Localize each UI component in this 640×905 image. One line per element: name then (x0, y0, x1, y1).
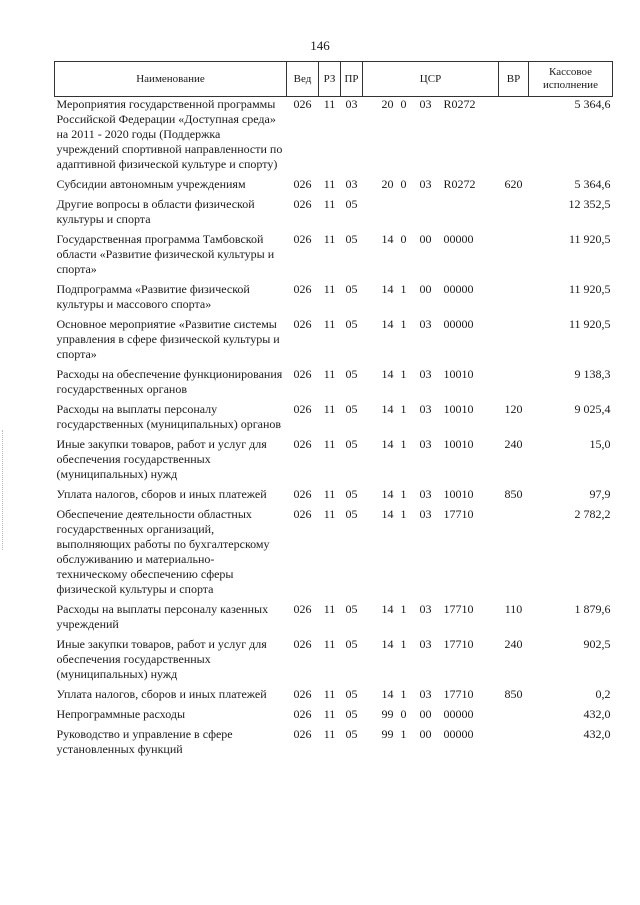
header-amount: Кассовое исполнение (529, 62, 613, 97)
row-amount: 11 920,5 (568, 317, 611, 331)
table-body (55, 97, 613, 763)
csr-program: 14 (381, 402, 394, 416)
row-vr (499, 282, 529, 317)
row-rz: 11 (323, 707, 336, 721)
header-name: Наименование (55, 62, 287, 97)
row-ved: 026 (293, 602, 312, 616)
table-row (55, 367, 613, 402)
csr-program: 14 (381, 507, 394, 521)
row-rz: 11 (323, 402, 336, 416)
row-name: Государственная программа Тамбовской области «Развитие физической культуры и спорта» (56, 232, 275, 276)
row-name: Иные закупки товаров, работ и услуг для обеспечения государственных (муниципальных) нужд (56, 637, 267, 681)
csr-event: 03 (419, 487, 432, 501)
csr-program: 99 (381, 707, 394, 721)
csr-program: 14 (381, 367, 394, 381)
page-number: 146 (310, 38, 330, 53)
csr-subprogram: 1 (400, 367, 407, 381)
row-pr: 05 (345, 707, 358, 721)
csr-event: 03 (419, 637, 432, 651)
csr-event: 00 (419, 282, 432, 296)
row-amount: 0,2 (595, 687, 611, 701)
row-vr (499, 232, 529, 282)
csr-program: 20 (381, 97, 394, 111)
csr-program: 14 (381, 437, 394, 451)
csr-direction: 10010 (443, 367, 474, 381)
table-row (55, 197, 613, 232)
table-row (55, 637, 613, 687)
row-rz: 11 (323, 602, 336, 616)
csr-program: 14 (381, 687, 394, 701)
csr-subprogram: 1 (400, 507, 407, 521)
csr-event: 00 (419, 727, 432, 741)
table-row (55, 437, 613, 487)
csr-subprogram: 0 (400, 177, 407, 191)
csr-direction: 10010 (443, 437, 474, 451)
row-pr: 05 (345, 437, 358, 451)
csr-direction: 10010 (443, 402, 474, 416)
csr-direction: 00000 (443, 232, 474, 246)
row-vr: 850 (504, 487, 523, 501)
csr-program: 14 (381, 232, 394, 246)
csr-program: 14 (381, 602, 394, 616)
csr-subprogram: 1 (400, 637, 407, 651)
row-amount: 97,9 (589, 487, 611, 501)
row-ved: 026 (293, 487, 312, 501)
scan-margin-mark (2, 430, 6, 550)
row-csr (363, 487, 499, 507)
row-ved: 026 (293, 367, 312, 381)
table-row (55, 402, 613, 437)
row-amount: 11 920,5 (568, 282, 611, 296)
csr-subprogram: 1 (400, 727, 407, 741)
row-ved: 026 (293, 197, 312, 211)
budget-table (54, 61, 613, 762)
csr-event: 03 (419, 602, 432, 616)
csr-event: 03 (419, 402, 432, 416)
row-name: Обеспечение деятельности областных государственных организаций, выполняющих работы по бухгалтерскому обслуживанию и материально-техническому обеспечению сферы физической культуры и спорта (56, 507, 270, 596)
header-pr: ПР (341, 62, 363, 97)
csr-event: 00 (419, 232, 432, 246)
table-row (55, 317, 613, 367)
row-rz: 11 (323, 727, 336, 741)
csr-direction: 17710 (443, 687, 474, 701)
row-ved: 026 (293, 177, 312, 191)
row-amount: 5 364,6 (574, 177, 611, 191)
csr-subprogram: 1 (400, 402, 407, 416)
row-name: Основное мероприятие «Развитие системы управления в сфере физической культуры и спорта» (56, 317, 280, 361)
csr-direction: 00000 (443, 727, 474, 741)
row-vr (499, 317, 529, 367)
row-pr: 05 (345, 602, 358, 616)
csr-event: 03 (419, 97, 432, 111)
row-csr (363, 637, 499, 687)
csr-program: 14 (381, 317, 394, 331)
table-row (55, 487, 613, 507)
row-name: Расходы на выплаты персоналу казенных учреждений (56, 602, 269, 631)
row-name: Расходы на обеспечение функционирования государственных органов (56, 367, 283, 396)
csr-subprogram: 1 (400, 487, 407, 501)
header-ved: Вед (287, 62, 319, 97)
row-vr (499, 197, 529, 232)
header-rz: РЗ (319, 62, 341, 97)
csr-direction: 17710 (443, 602, 474, 616)
table-row (55, 727, 613, 762)
row-pr: 05 (345, 637, 358, 651)
row-ved: 026 (293, 402, 312, 416)
csr-direction: R0272 (443, 97, 476, 111)
row-pr: 05 (345, 232, 358, 246)
row-amount: 11 920,5 (568, 232, 611, 246)
row-ved: 026 (293, 687, 312, 701)
row-rz: 11 (323, 177, 336, 191)
table-row (55, 507, 613, 602)
csr-program: 14 (381, 487, 394, 501)
csr-subprogram: 1 (400, 437, 407, 451)
row-name: Другие вопросы в области физической культуры и спорта (56, 197, 255, 226)
row-pr: 05 (345, 507, 358, 521)
csr-program: 20 (381, 177, 394, 191)
csr-direction: 17710 (443, 637, 474, 651)
row-name: Мероприятия государственной программы Российской Федерации «Доступная среда» на 2011 - 2020 годы (Поддержка учреждений спортивной направленности по адаптивной физической культуре и спорту) (56, 97, 283, 171)
row-pr: 05 (345, 197, 358, 211)
csr-direction: 00000 (443, 707, 474, 721)
row-csr (363, 317, 499, 367)
header-csr: ЦСР (363, 62, 499, 97)
row-ved: 026 (293, 507, 312, 521)
table-row (55, 177, 613, 197)
table-row (55, 97, 613, 178)
csr-subprogram: 1 (400, 317, 407, 331)
row-vr: 850 (504, 687, 523, 701)
row-pr: 05 (345, 402, 358, 416)
row-vr (499, 727, 529, 762)
csr-subprogram: 1 (400, 282, 407, 296)
table-row (55, 687, 613, 707)
csr-subprogram: 0 (400, 707, 407, 721)
row-csr (363, 707, 499, 727)
row-csr (363, 437, 499, 487)
table-row (55, 232, 613, 282)
row-amount: 1 879,6 (574, 602, 611, 616)
row-vr (499, 97, 529, 178)
row-csr (363, 507, 499, 602)
row-amount: 2 782,2 (574, 507, 611, 521)
row-csr (363, 232, 499, 282)
csr-subprogram: 1 (400, 602, 407, 616)
csr-event: 03 (419, 177, 432, 191)
row-csr (363, 602, 499, 637)
row-rz: 11 (323, 367, 336, 381)
header-row (55, 62, 613, 97)
row-ved: 026 (293, 727, 312, 741)
row-csr (363, 197, 499, 232)
row-rz: 11 (323, 507, 336, 521)
csr-subprogram: 0 (400, 232, 407, 246)
row-amount: 9 025,4 (574, 402, 611, 416)
row-name: Расходы на выплаты персоналу государственных (муниципальных) органов (56, 402, 282, 431)
csr-program: 99 (381, 727, 394, 741)
row-name: Иные закупки товаров, работ и услуг для обеспечения государственных (муниципальных) нужд (56, 437, 267, 481)
row-pr: 05 (345, 727, 358, 741)
row-rz: 11 (323, 437, 336, 451)
row-pr: 05 (345, 687, 358, 701)
csr-subprogram: 0 (400, 97, 407, 111)
csr-event: 03 (419, 317, 432, 331)
csr-event: 00 (419, 707, 432, 721)
csr-event: 03 (419, 367, 432, 381)
row-pr: 03 (345, 177, 358, 191)
row-ved: 026 (293, 317, 312, 331)
row-name: Руководство и управление в сфере установленных функций (56, 727, 233, 756)
row-ved: 026 (293, 637, 312, 651)
row-csr (363, 727, 499, 762)
row-rz: 11 (323, 637, 336, 651)
row-ved: 026 (293, 232, 312, 246)
row-name: Непрограммные расходы (56, 707, 186, 721)
row-name: Уплата налогов, сборов и иных платежей (56, 687, 267, 701)
row-csr (363, 367, 499, 402)
row-amount: 432,0 (583, 707, 611, 721)
csr-program: 14 (381, 637, 394, 651)
row-csr (363, 97, 499, 178)
table-row (55, 707, 613, 727)
csr-direction: 00000 (443, 282, 474, 296)
csr-direction: 17710 (443, 507, 474, 521)
row-vr (499, 507, 529, 602)
row-amount: 9 138,3 (574, 367, 611, 381)
row-vr (499, 707, 529, 727)
row-amount: 15,0 (589, 437, 611, 451)
csr-event: 03 (419, 437, 432, 451)
row-rz: 11 (323, 282, 336, 296)
row-vr: 120 (504, 402, 523, 416)
row-rz: 11 (323, 232, 336, 246)
csr-direction: 10010 (443, 487, 474, 501)
csr-subprogram: 1 (400, 687, 407, 701)
csr-direction: R0272 (443, 177, 476, 191)
row-vr: 240 (504, 437, 523, 451)
row-ved: 026 (293, 707, 312, 721)
row-pr: 05 (345, 367, 358, 381)
table-row (55, 602, 613, 637)
row-amount: 432,0 (583, 727, 611, 741)
row-pr: 05 (345, 487, 358, 501)
row-pr: 05 (345, 282, 358, 296)
csr-event: 03 (419, 507, 432, 521)
row-csr (363, 177, 499, 197)
row-rz: 11 (323, 687, 336, 701)
row-ved: 026 (293, 282, 312, 296)
row-name: Субсидии автономным учреждениям (56, 177, 246, 191)
row-ved: 026 (293, 437, 312, 451)
row-csr (363, 402, 499, 437)
table-row (55, 282, 613, 317)
row-rz: 11 (323, 197, 336, 211)
csr-direction: 00000 (443, 317, 474, 331)
row-name: Подпрограмма «Развитие физической культуры и массового спорта» (56, 282, 250, 311)
row-amount: 12 352,5 (568, 197, 611, 211)
row-ved: 026 (293, 97, 312, 111)
row-vr: 240 (504, 637, 523, 651)
row-pr: 05 (345, 317, 358, 331)
row-csr (363, 282, 499, 317)
csr-program: 14 (381, 282, 394, 296)
row-csr (363, 687, 499, 707)
csr-event: 03 (419, 687, 432, 701)
row-rz: 11 (323, 317, 336, 331)
row-name: Уплата налогов, сборов и иных платежей (56, 487, 267, 501)
row-vr: 110 (504, 602, 523, 616)
row-pr: 03 (345, 97, 358, 111)
row-rz: 11 (323, 487, 336, 501)
row-rz: 11 (323, 97, 336, 111)
header-vr: ВР (499, 62, 529, 97)
row-vr: 620 (504, 177, 523, 191)
row-amount: 902,5 (583, 637, 611, 651)
row-vr (499, 367, 529, 402)
row-amount: 5 364,6 (574, 97, 611, 111)
